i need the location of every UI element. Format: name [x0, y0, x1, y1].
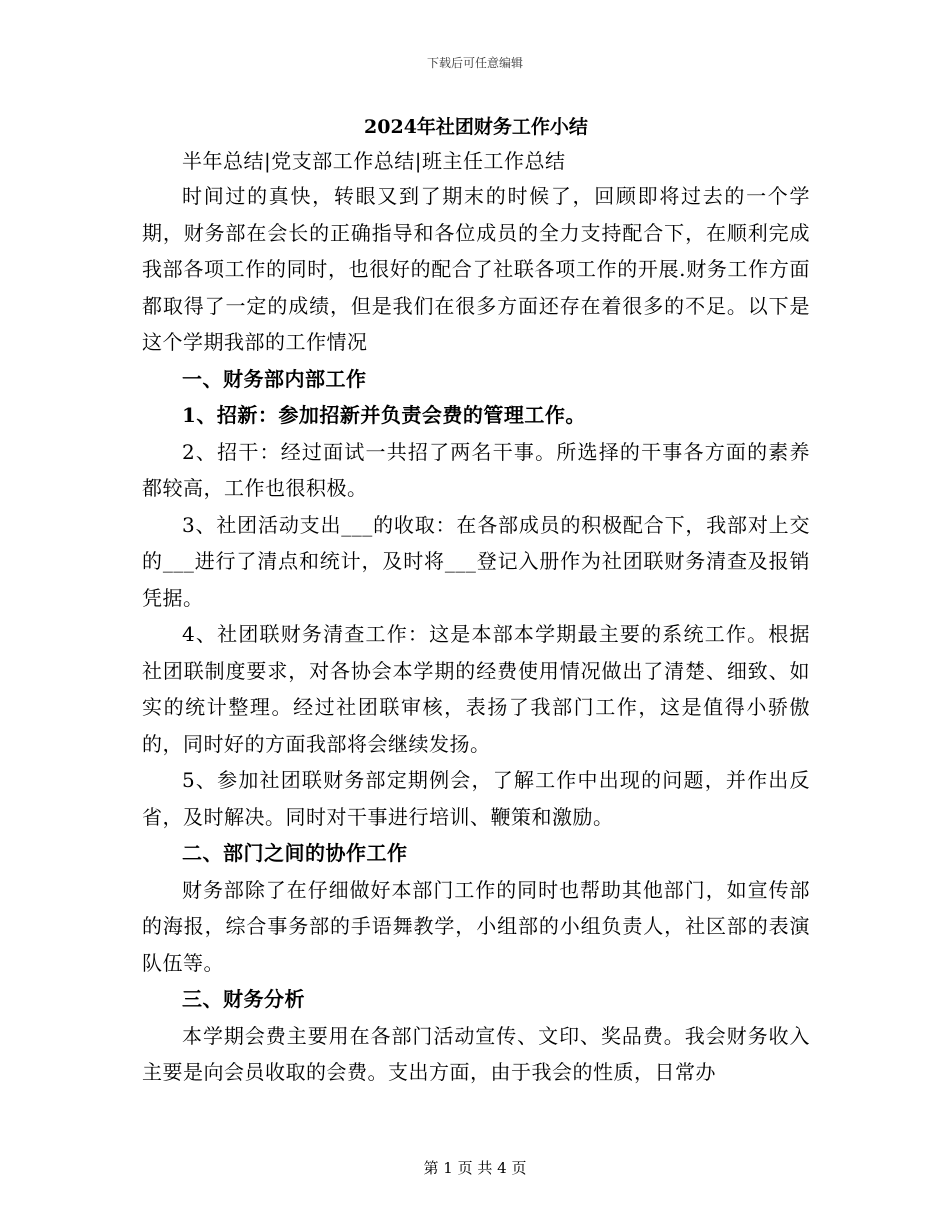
section-heading: 一、财务部内部工作: [182, 366, 367, 391]
body-paragraph: 财务部除了在仔细做好本部门工作的同时也帮助其他部门，如宣传部的海报，综合事务部的手语舞教学，小组部的小组负责人，社区部的表演队伍等。: [142, 877, 810, 975]
body-paragraph: 2、招干：经过面试一共招了两名干事。所选择的干事各方面的素养都较高，工作也很积极。: [142, 439, 810, 500]
section-heading: 三、财务分析: [182, 987, 305, 1011]
document-content: [142, 110, 810, 1091]
header-note: 下载后可任意编辑: [426, 56, 523, 70]
paragraph-list: [142, 178, 810, 1091]
body-paragraph: 4、社团联财务清查工作：这是本部本学期最主要的系统工作。根据社团联制度要求，对各协会本学期的经费使用情况做出了清楚、细致、如实的统计整理。经过社团联审核，表扬了我部门工作，这是值得小骄傲的，同时好的方面我部将会继续发扬。: [142, 622, 810, 756]
body-paragraph: 5、参加社团联财务部定期例会，了解工作中出现的问题，并作出反省，及时解决。同时对干事进行培训、鞭策和激励。: [142, 768, 810, 829]
document-subtitle: 半年总结|党支部工作总结|班主任工作总结: [182, 149, 566, 173]
document-title: 2024年社团财务工作小结: [364, 116, 588, 138]
body-paragraph: 本学期会费主要用在各部门活动宣传、文印、奖品费。我会财务收入主要是向会员收取的会费。支出方面，由于我会的性质，日常办: [142, 1023, 810, 1084]
body-paragraph: 时间过的真快，转眼又到了期末的时候了，回顾即将过去的一个学期，财务部在会长的正确指导和各位成员的全力支持配合下，在顺利完成我部各项工作的同时，也很好的配合了社联各项工作的开展.财务工作方面都取得了一定的成绩，但是我们在很多方面还存在着很多的不足。以下是这个学期我部的工作情况: [142, 184, 810, 354]
body-paragraph: 3、社团活动支出___的收取：在各部成员的积极配合下，我部对上交的___进行了清点和统计，及时将___登记入册作为社团联财务清查及报销凭据。: [142, 512, 810, 610]
section-heading: 1、招新：参加招新并负责会费的管理工作。: [182, 403, 586, 427]
section-heading: 二、部门之间的协作工作: [182, 841, 408, 865]
page-number: 第 1 页 共 4 页: [423, 1159, 527, 1177]
